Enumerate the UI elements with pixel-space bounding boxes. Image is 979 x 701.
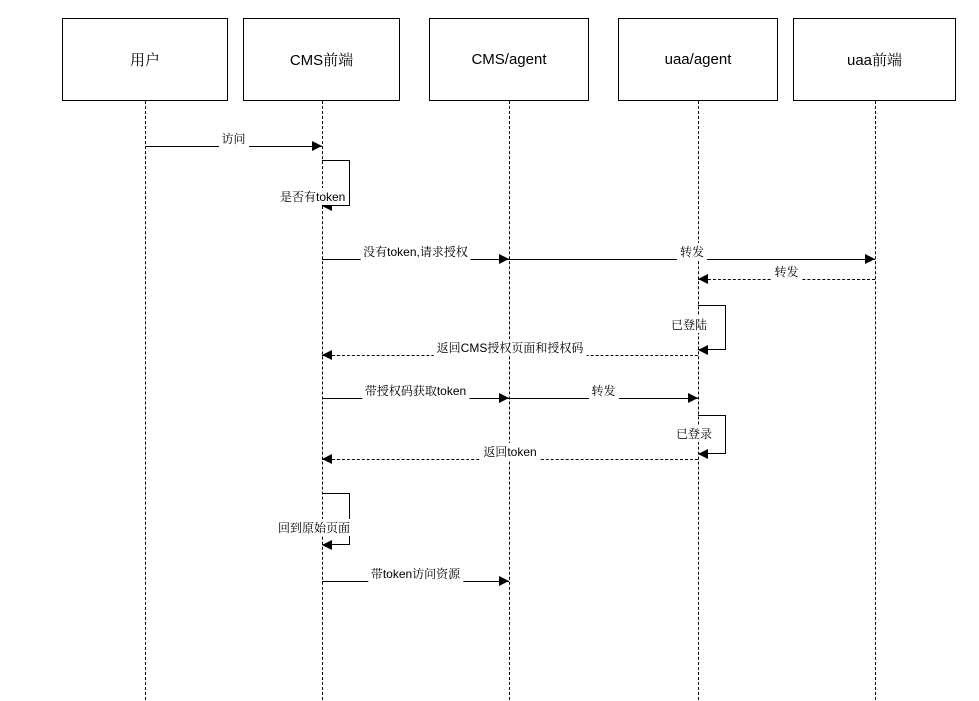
message-label-m8: 返回token	[480, 443, 539, 460]
message-label-m4: 转发	[771, 263, 801, 280]
arrowhead-m8	[322, 454, 332, 464]
lifeline-uaa-agent	[698, 101, 699, 700]
actor-box-cms-agent[interactable]	[429, 18, 589, 101]
actor-box-cms-frontend[interactable]	[243, 18, 400, 101]
self-message-label-s1: 是否有token	[280, 190, 346, 204]
message-label-m6: 带授权码获取token	[362, 382, 469, 399]
arrowhead-m4	[698, 274, 708, 284]
lifeline-user	[145, 101, 146, 700]
message-label-m1: 访问	[218, 130, 248, 147]
lifeline-uaa-frontend	[875, 101, 876, 700]
arrowhead-m3	[865, 254, 875, 264]
arrowhead-m7	[688, 393, 698, 403]
self-message-arrowhead-s2	[698, 345, 708, 355]
message-label-m2: 没有token,请求授权	[360, 243, 471, 260]
arrowhead-m1	[312, 141, 322, 151]
self-message-label-s4: 回到原始页面	[278, 521, 351, 535]
message-label-m7: 转发	[588, 382, 618, 399]
arrowhead-m5	[322, 350, 332, 360]
actor-label-cms-frontend: CMS前端	[289, 52, 354, 69]
actor-label-user: 用户	[129, 52, 160, 69]
actor-label-uaa-frontend: uaa前端	[846, 52, 903, 69]
arrowhead-m2	[499, 254, 509, 264]
message-label-m3: 转发	[677, 243, 707, 260]
message-label-m9: 带token访问资源	[368, 565, 463, 582]
actor-label-cms-agent: CMS/agent	[471, 51, 547, 68]
self-message-label-s3: 已登录	[676, 427, 713, 441]
self-message-arrowhead-s3	[698, 449, 708, 459]
arrowhead-m9	[499, 576, 509, 586]
actor-box-uaa-frontend[interactable]	[793, 18, 956, 101]
message-label-m5: 返回CMS授权页面和授权码	[434, 339, 587, 356]
arrowhead-m6	[499, 393, 509, 403]
lifeline-cms-agent	[509, 101, 510, 700]
actor-label-uaa-agent: uaa/agent	[664, 51, 732, 68]
actor-box-user[interactable]	[62, 18, 228, 101]
self-message-label-s2: 已登陆	[671, 318, 708, 332]
actor-box-uaa-agent[interactable]	[618, 18, 778, 101]
self-message-arrowhead-s4	[322, 540, 332, 550]
